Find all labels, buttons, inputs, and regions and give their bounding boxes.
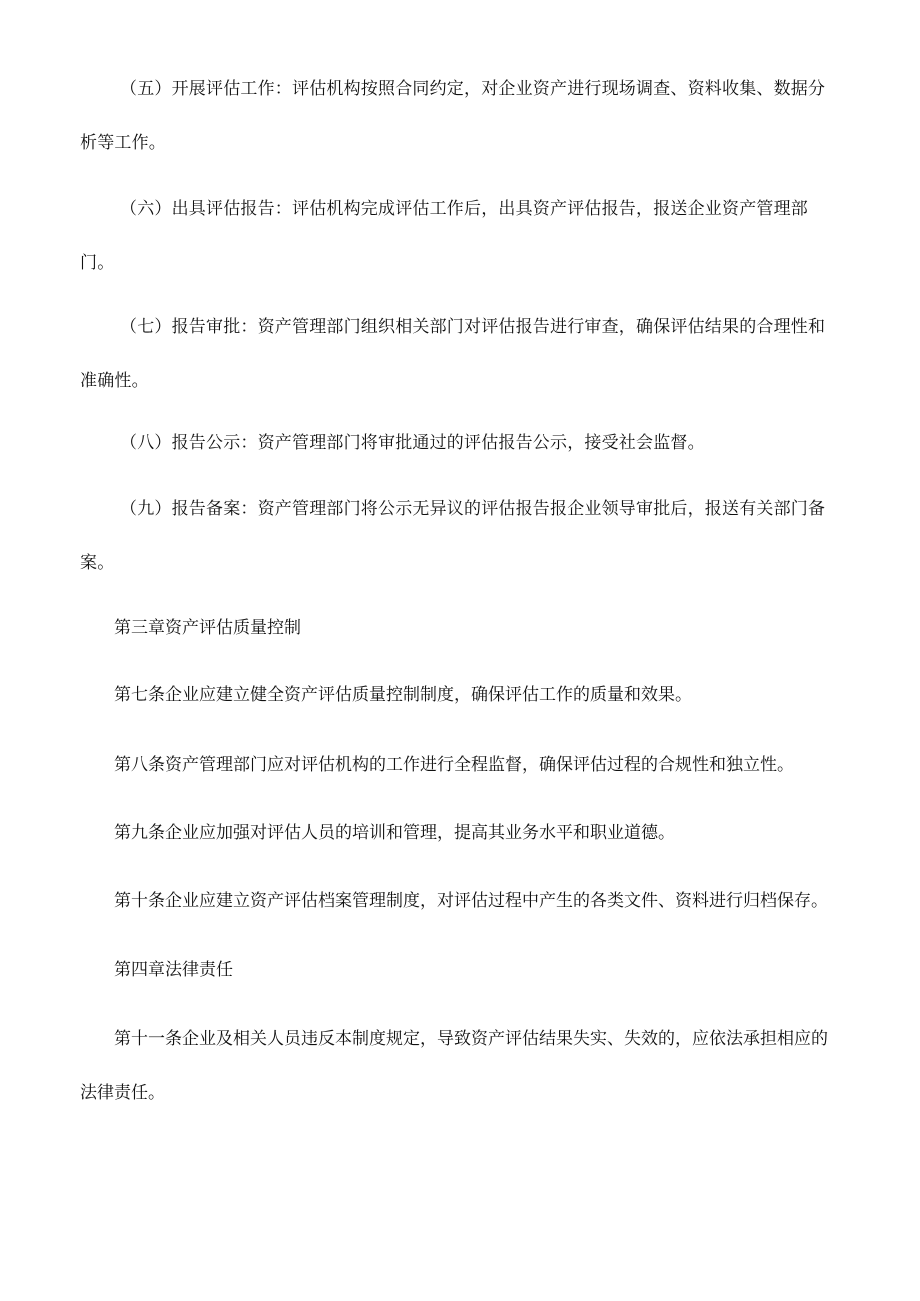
paragraph-item-5: （五）开展评估工作：评估机构按照合同约定，对企业资产进行现场调查、资料收集、数据分析等工作。	[80, 79, 826, 153]
paragraph-item-9: （九）报告备案：资产管理部门将公示无异议的评估报告报企业领导审批后，报送有关部门备案。	[80, 499, 826, 573]
article-8: 第八条资产管理部门应对评估机构的工作进行全程监督，确保评估过程的合规性和独立性。	[114, 755, 794, 775]
chapter-3-title: 第三章资产评估质量控制	[114, 618, 301, 638]
chapter-4-title: 第四章法律责任	[114, 960, 233, 980]
article-10: 第十条企业应建立资产评估档案管理制度，对评估过程中产生的各类文件、资料进行归档保存。	[114, 891, 828, 911]
paragraph-item-6: （六）出具评估报告：评估机构完成评估工作后，出具资产评估报告，报送企业资产管理部门。	[80, 199, 808, 273]
article-7: 第七条企业应建立健全资产评估质量控制制度，确保评估工作的质量和效果。	[114, 685, 692, 705]
article-9: 第九条企业应加强对评估人员的培训和管理，提高其业务水平和职业道德。	[114, 823, 675, 843]
article-11: 第十一条企业及相关人员违反本制度规定，导致资产评估结果失实、失效的，应依法承担相应的法律责任。	[80, 1029, 828, 1103]
paragraph-item-8: （八）报告公示：资产管理部门将审批通过的评估报告公示，接受社会监督。	[120, 433, 705, 453]
paragraph-item-7: （七）报告审批：资产管理部门组织相关部门对评估报告进行审查，确保评估结果的合理性和准确性。	[80, 317, 826, 391]
